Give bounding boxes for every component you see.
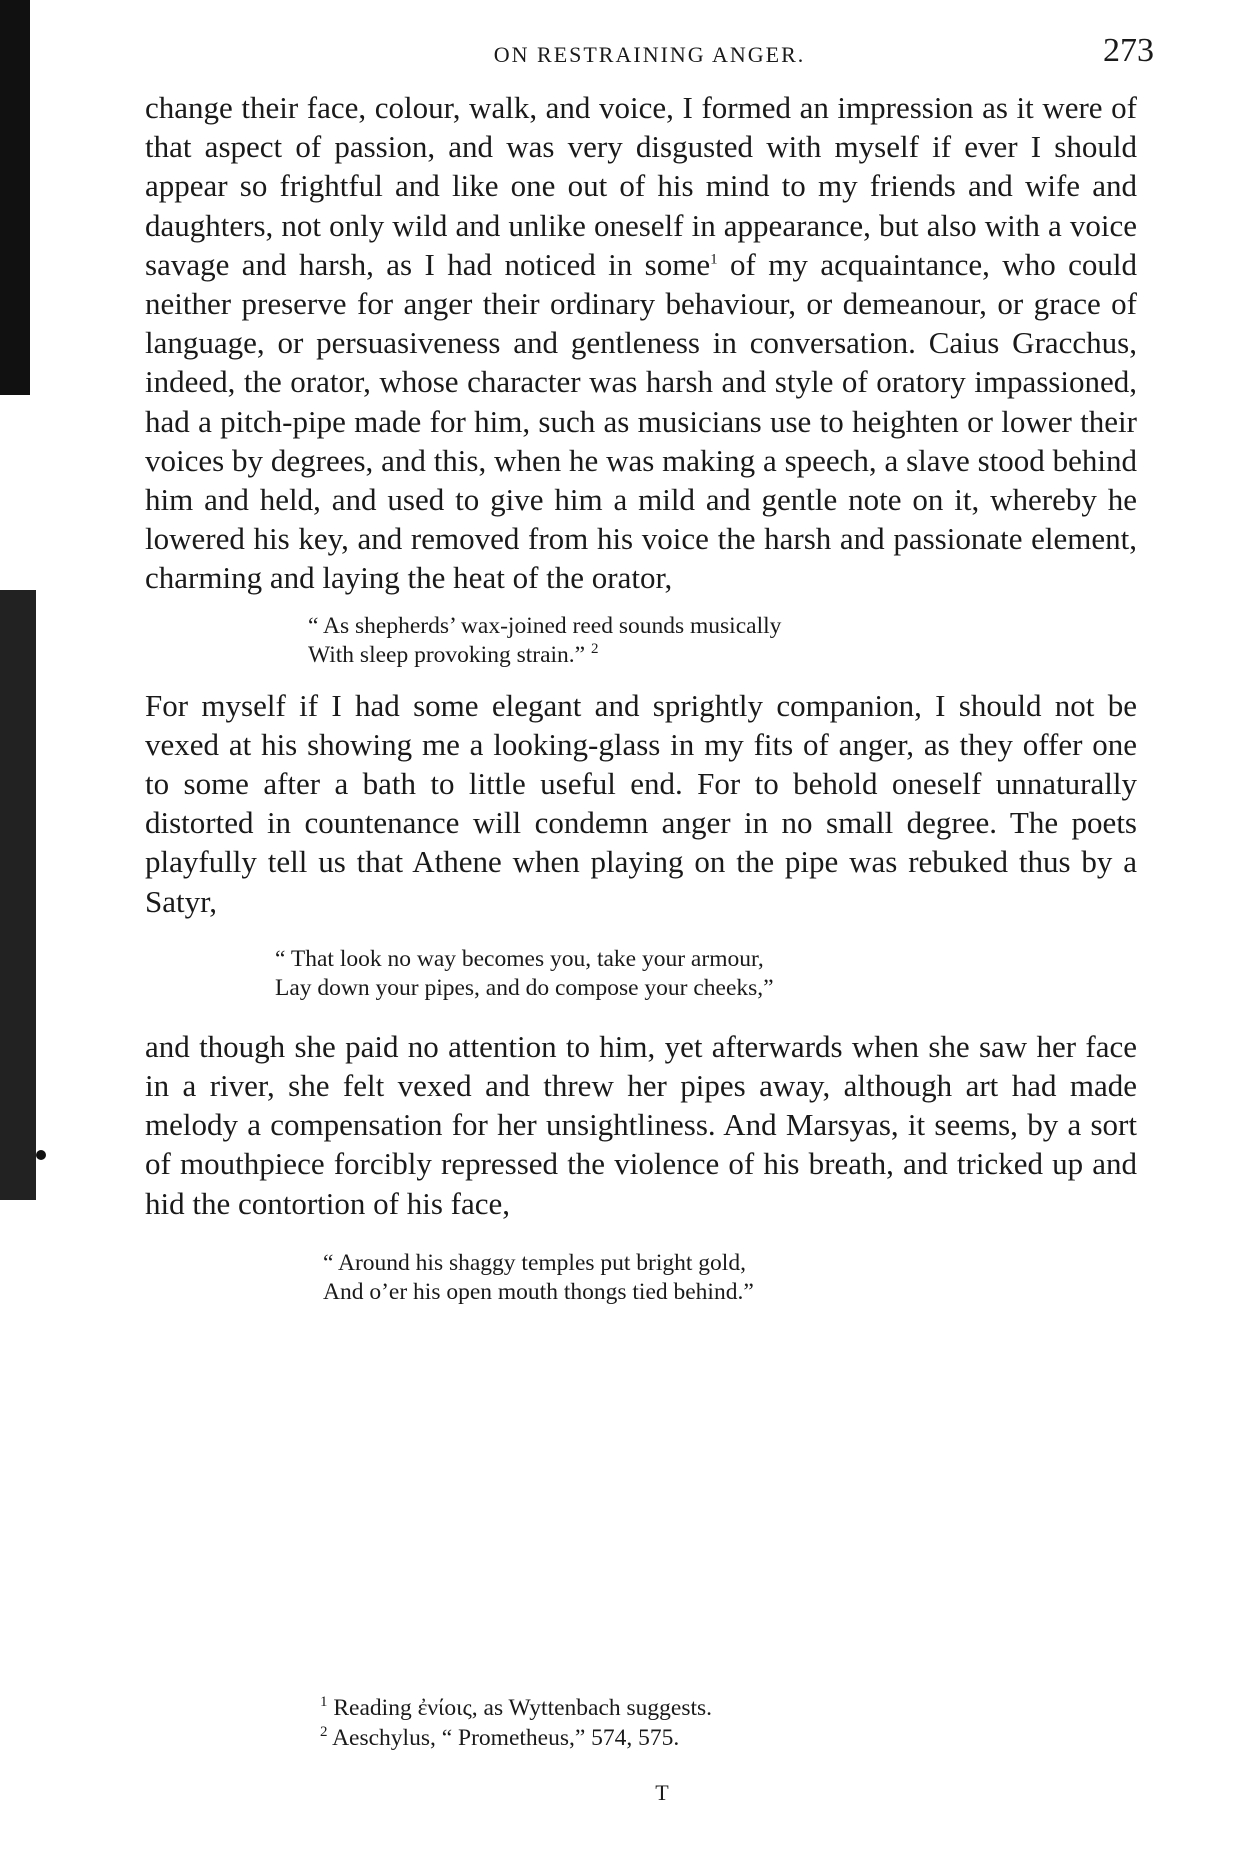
page-number: 273 xyxy=(1103,32,1154,69)
footnote-ref-2: 2 xyxy=(590,640,599,657)
page-header xyxy=(145,32,1154,72)
paragraph-2: For myself if I had some elegant and sprightly companion, I should not be vexed at his showing me a looking-glass in my fits of anger, as they offer one to some after a bath to little useful end. For to behold oneself unnaturally distorted in countenance will condemn anger in no small degree. The poets playfully tell us that Athene when playing on the pipe was rebuked thus by a Satyr, xyxy=(145,687,1137,919)
footnotes xyxy=(320,1693,1120,1753)
body-text xyxy=(145,88,1137,1307)
verse-3-line-1: “ Around his shaggy temples put bright gold, xyxy=(323,1249,746,1276)
paragraph-3: and though she paid no attention to him, yet afterwards when she saw her face in a river, she felt vexed and threw her pipes away, although art had made melody a compensation for her unsightliness. And Marsyas, it seems, by a sort of mouthpiece forcibly repressed the violence of his breath, and tricked up and hid the contortion of his face, xyxy=(145,1028,1137,1221)
footnote-2-text: Aeschylus, “ Prometheus,” 574, 575. xyxy=(327,1725,680,1751)
verse-2-line-1: “ That look no way becomes you, take your armour, xyxy=(275,945,764,972)
footnote-1-mark: 1 xyxy=(320,1694,328,1711)
verse-1-line-2 xyxy=(308,641,1137,670)
verse-1-line-2-text: With sleep provoking strain.” xyxy=(308,641,586,668)
paragraph-1-text-b: of my acquaintance, who could neither preserve for anger their ordinary behaviour, or demeanour, or grace of language, or persuasiveness and gentleness in conversation. Caius Gracchus, indeed, the orator, whose character was harsh and style of oratory impassioned, had a pitch-pipe made for him, such as musicians use to heighten or lower their voices by degrees, and this, when he was making a speech, a slave stood behind him and held, and used to give him a mild and gentle note on it, whereby he lowered his key, and removed from his voice the harsh and passionate element, charming and laying the heat of the orator, xyxy=(145,246,1137,596)
footnote-1-text: Reading ἐνίοις, as Wyttenbach suggests. xyxy=(327,1695,713,1721)
binding-edge-top xyxy=(0,0,30,395)
ink-speck xyxy=(36,1150,46,1160)
binding-edge-middle xyxy=(0,590,36,1200)
footnote-ref-1: 1 xyxy=(710,251,718,268)
paragraph-1 xyxy=(145,88,1137,598)
footnote-2 xyxy=(320,1723,1120,1753)
footnote-1 xyxy=(320,1693,1120,1723)
verse-quote-2 xyxy=(275,945,1137,1003)
verse-quote-3 xyxy=(323,1249,1137,1307)
running-title: ON RESTRAINING ANGER. xyxy=(493,42,806,67)
verse-2-line-2: Lay down your pipes, and do compose your cheeks,” xyxy=(275,974,774,1001)
paragraph-1-text-a: change their face, colour, walk, and voice, I formed an impression as it were of that aspect of passion, and was very disgusted with myself if ever I should appear so frightful and like one out of his mind to my friends and wife and daughters, not only wild and unlike oneself in appearance, but also with a voice savage and harsh, as I had noticed in some xyxy=(145,90,1137,282)
verse-1-line-1: “ As shepherds’ wax-joined reed sounds musically xyxy=(308,612,782,639)
verse-quote-1 xyxy=(308,612,1137,670)
verse-3-line-2: And o’er his open mouth thongs tied behind.” xyxy=(323,1278,754,1305)
signature-mark: T xyxy=(655,1780,669,1805)
footnote-2-mark: 2 xyxy=(320,1724,328,1741)
